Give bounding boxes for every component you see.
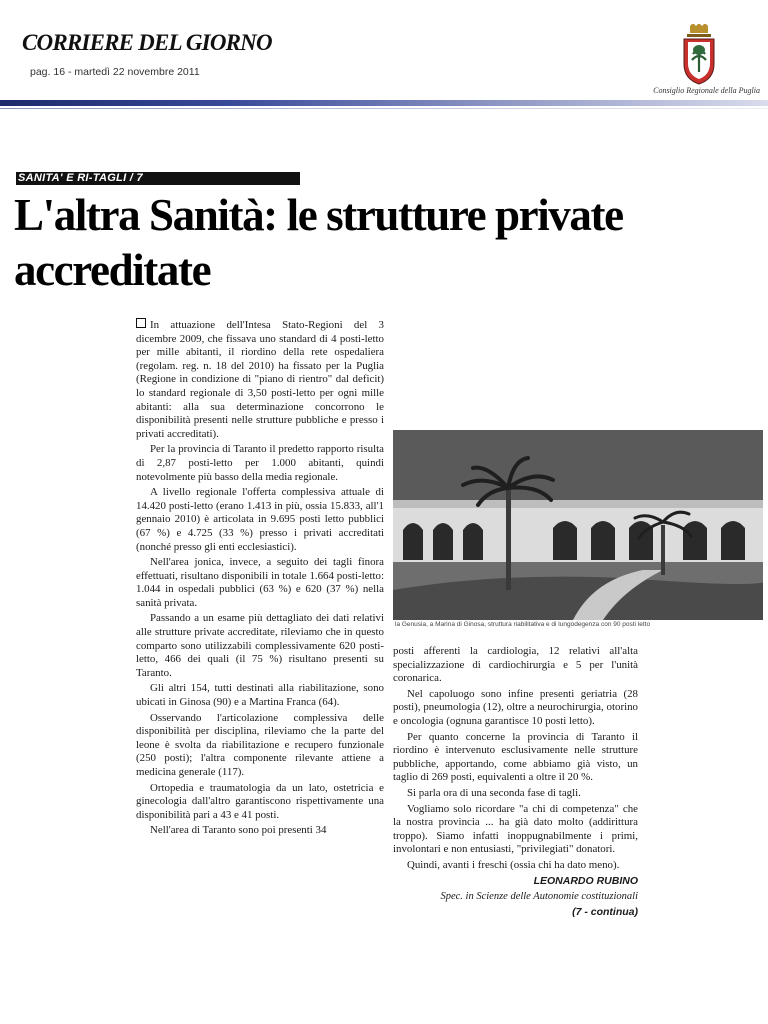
article-column-2 [393, 645, 638, 921]
paragraph: Nell'area jonica, invece, a seguito dei tagli finora effettuati, risultano disponibili in totale 1.664 posti-letto: 1.044 in ospedali pubblici (63 %) e 620 (37 %) nella sanità privata. [136, 556, 384, 609]
continued-note: (7 - continua) [572, 905, 638, 918]
dateline: pag. 16 - martedì 22 novembre 2011 [30, 66, 200, 78]
paragraph: Quindi, avanti i freschi (ossia chi ha dato meno). [407, 858, 620, 871]
paragraph: Per quanto concerne la provincia di Taranto il riordino è intervenuto esclusivamente nelle strutture pubbliche, apportando, come abbiamo già visto, un taglio di 269 posti, equivalenti a oltre il 20 %. [393, 730, 638, 784]
paragraph: Osservando l'articolazione complessiva delle disponibilità per disciplina, rileviamo che la parte del leone è svolta da riabilitazione e recupero funzionale (250 posti); l'altra componente rilevante attiene a medicina generale (117). [136, 711, 384, 778]
headline: L'altra Sanità: le strutture private accreditate [14, 190, 623, 295]
paragraph: posti afferenti la cardiologia, 12 relativi all'alta specializzazione di cardiochirurgia e 5 per l'unità coronarica. [393, 645, 638, 685]
paragraph: Si parla ora di una seconda fase di tagli. [407, 786, 581, 799]
section-kicker: SANITA' E RI-TAGLI / 7 [16, 172, 300, 185]
author-title: Spec. in Scienze delle Autonomie costituzionali [440, 891, 638, 903]
header-rule-thin [0, 108, 768, 109]
paragraph: Per la provincia di Taranto il predetto rapporto risulta di 2,87 posti-letto per 1.000 abitanti, quindi notevolmente più basso della media regionale. [136, 443, 384, 483]
paragraph: Vogliamo solo ricordare "a chi di competenza" che la nostra provincia ... ha già dato molto (addirittura troppo). Siamo infatti inoppugnabilmente i primi, involontari e non entusiasti, "privilegiati" donatori. [393, 802, 638, 856]
regional-emblem-icon [679, 24, 719, 86]
council-name: Consiglio Regionale della Puglia [653, 86, 760, 95]
photo-caption: la Genusia, a Marina di Ginosa, struttura riabilitativa e di lungodegenza con 90 posti letto [395, 621, 651, 628]
article-column-1 [136, 318, 384, 840]
paragraph: In attuazione dell'Intesa Stato-Regioni del 3 dicembre 2009, che fissava uno standard di 4 posti-letto per mille abitanti, il riordino della rete ospedaliera (regolam. reg. n. 18 del 2010) ha fissato per la Puglia (Regione in condizione di "piano di rientro" dal deficit) lo standard regionale di 3,50 posti-letto per ogni mille abitanti: alla sua determinazione concorrono le disponibilità presenti nelle strutture pubbliche e presso i privati accreditati). [136, 319, 384, 440]
paragraph: Nell'area di Taranto sono poi presenti 34 [150, 824, 327, 837]
paragraph: Passando a un esame più dettagliato dei dati relativi alle strutture private accreditate, rileviamo che in questo comparto sono utilizzabili complessivamente 620 posti-letto, 466 dei quali (il 75 %) risultano presenti su Taranto. [136, 612, 384, 679]
header-rule [0, 100, 768, 106]
paragraph: A livello regionale l'offerta complessiva attuale di 14.420 posti-letto (erano 1.413 in più, ossia 15.833, all'1 gennaio 2010) è articolata in 9.695 posti letto pubblici (67 %) e 4.725 (33 %) presso i privati accreditati (nonché presso gli enti ecclesiastici). [136, 486, 384, 553]
paragraph: Nel capoluogo sono infine presenti geriatria (28 posti), pneumologia (12), oltre a neurochirurgia, otorino e oncologia (ognuna garantisce 10 posti letto). [393, 687, 638, 727]
paragraph: Ortopedia e traumatologia da un lato, ostetricia e ginecologia dall'altro garantiscono rispettivamente una disponibilità pari a 43 e 41 posti. [136, 781, 384, 821]
checkbox-bullet-icon [136, 318, 146, 328]
building-photo [393, 430, 763, 620]
byline: LEONARDO RUBINO [533, 874, 638, 887]
paragraph: Gli altri 154, tutti destinati alla riabilitazione, sono ubicati in Ginosa (90) e a Martina Franca (64). [136, 682, 384, 709]
masthead: CORRIERE DEL GIORNO [22, 30, 272, 55]
